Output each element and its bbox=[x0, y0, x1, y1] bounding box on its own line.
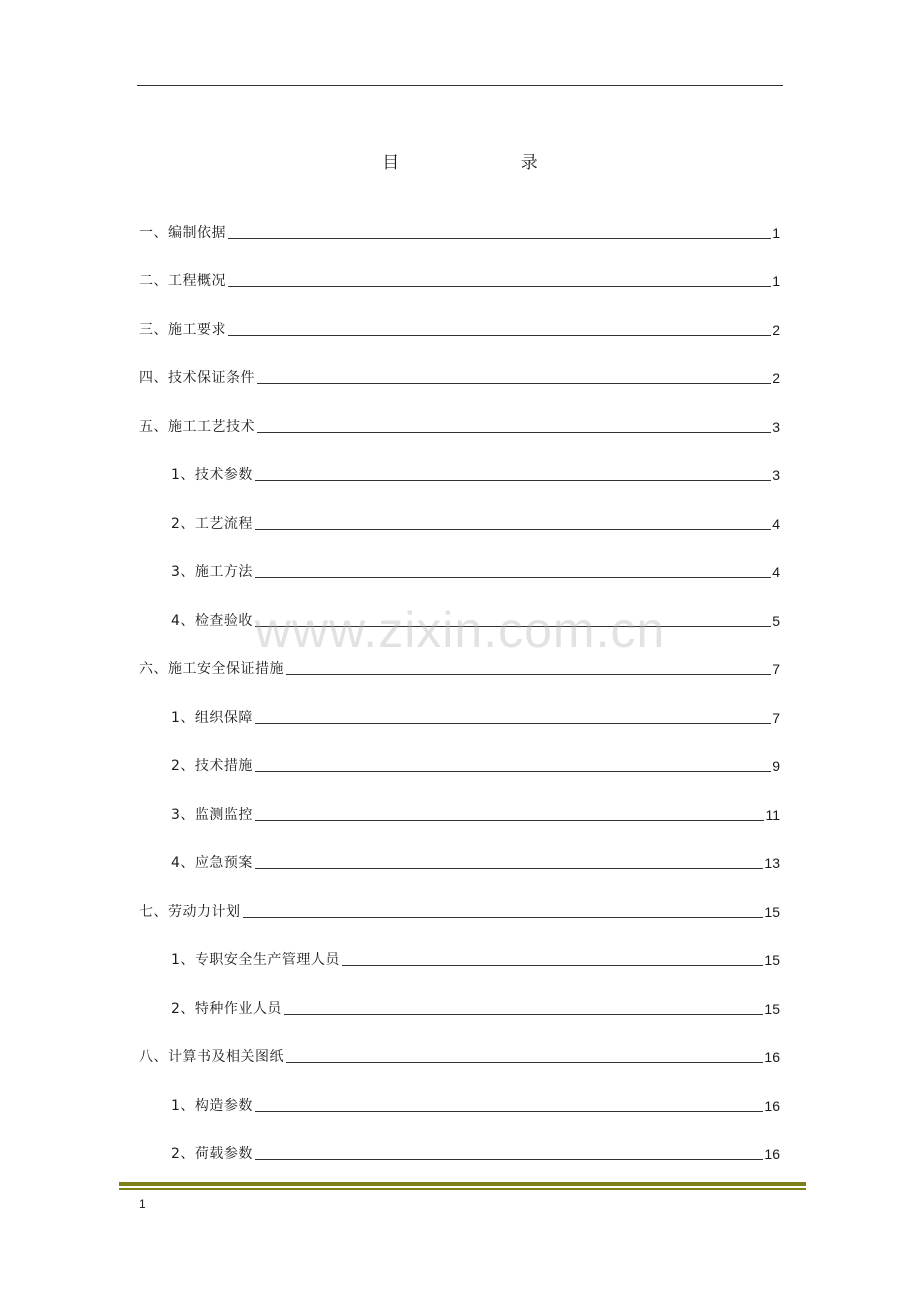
toc-entry-page: 7 bbox=[772, 710, 780, 726]
toc-entry[interactable] bbox=[171, 1141, 780, 1163]
toc-entry[interactable] bbox=[171, 996, 780, 1018]
toc-leader-line bbox=[255, 722, 771, 724]
toc-leader-line bbox=[255, 625, 771, 627]
toc-entry[interactable] bbox=[171, 850, 780, 872]
toc-entry[interactable] bbox=[139, 317, 780, 339]
toc-entry-page: 16 bbox=[764, 1049, 780, 1065]
toc-entry-page: 4 bbox=[772, 564, 780, 580]
toc-entry-label: 1、技术参数 bbox=[171, 467, 253, 483]
toc-entry-page: 5 bbox=[772, 613, 780, 629]
toc-leader-line bbox=[228, 285, 771, 287]
toc-entry-label: 3、监测监控 bbox=[171, 807, 253, 823]
toc-entry[interactable] bbox=[139, 365, 780, 387]
toc-entry-label: 一、编制依据 bbox=[139, 225, 226, 241]
toc-entry[interactable] bbox=[171, 462, 780, 484]
toc-leader-line bbox=[228, 237, 771, 239]
toc-leader-line bbox=[243, 916, 764, 918]
toc-leader-line bbox=[255, 528, 771, 530]
toc-entry[interactable] bbox=[171, 559, 780, 581]
toc-leader-line bbox=[255, 819, 765, 821]
toc-leader-line bbox=[255, 479, 771, 481]
toc-leader-line bbox=[284, 1013, 764, 1015]
toc-entry-label: 2、特种作业人员 bbox=[171, 1001, 282, 1017]
toc-entry-page: 7 bbox=[772, 661, 780, 677]
toc-entry[interactable] bbox=[139, 220, 780, 242]
toc-entry[interactable] bbox=[171, 753, 780, 775]
toc-leader-line bbox=[257, 382, 771, 384]
toc-entry[interactable] bbox=[139, 1044, 780, 1066]
toc-entry-label: 五、施工工艺技术 bbox=[139, 419, 255, 435]
toc-entry[interactable] bbox=[171, 802, 780, 824]
toc-entry-page: 11 bbox=[765, 807, 780, 823]
toc-leader-line bbox=[255, 770, 771, 772]
toc-entry[interactable] bbox=[171, 1093, 780, 1115]
toc-entry-label: 八、计算书及相关图纸 bbox=[139, 1049, 284, 1065]
toc-leader-line bbox=[342, 964, 764, 966]
toc-entry-page: 3 bbox=[772, 419, 780, 435]
toc-entry-label: 2、荷载参数 bbox=[171, 1146, 253, 1162]
footer-rule-thin bbox=[119, 1188, 806, 1190]
toc-leader-line bbox=[257, 431, 771, 433]
toc-leader-line bbox=[286, 1061, 763, 1063]
toc-title: 目 录 bbox=[382, 153, 596, 173]
footer-rule-thick bbox=[119, 1182, 806, 1186]
toc-entry[interactable] bbox=[139, 656, 780, 678]
toc-entry[interactable] bbox=[171, 705, 780, 727]
toc-leader-line bbox=[255, 576, 771, 578]
toc-entry-label: 七、劳动力计划 bbox=[139, 904, 241, 920]
toc-leader-line bbox=[255, 867, 764, 869]
toc-entry-label: 4、应急预案 bbox=[171, 855, 253, 871]
toc-leader-line bbox=[286, 673, 771, 675]
toc-entry-page: 9 bbox=[772, 758, 780, 774]
toc-entry-page: 1 bbox=[772, 225, 780, 241]
toc-entry-page: 4 bbox=[772, 516, 780, 532]
toc-entry-page: 3 bbox=[772, 467, 780, 483]
toc-entry-label: 3、施工方法 bbox=[171, 564, 253, 580]
toc-entry-label: 四、技术保证条件 bbox=[139, 370, 255, 386]
toc-entry-label: 2、工艺流程 bbox=[171, 516, 253, 532]
toc-entry-page: 1 bbox=[772, 273, 780, 289]
toc-entry-label: 4、检查验收 bbox=[171, 613, 253, 629]
toc-entry[interactable] bbox=[139, 899, 780, 921]
toc-entry-page: 2 bbox=[772, 322, 780, 338]
toc-entry-label: 1、专职安全生产管理人员 bbox=[171, 952, 340, 968]
toc-entry[interactable] bbox=[139, 268, 780, 290]
toc-leader-line bbox=[228, 334, 771, 336]
toc-entry-page: 15 bbox=[764, 952, 780, 968]
toc-entry[interactable] bbox=[171, 511, 780, 533]
toc-entry-page: 15 bbox=[764, 1001, 780, 1017]
toc-entry-page: 16 bbox=[764, 1098, 780, 1114]
toc-entry-label: 1、组织保障 bbox=[171, 710, 253, 726]
toc-entry[interactable] bbox=[139, 414, 780, 436]
toc-entry-label: 二、工程概况 bbox=[139, 273, 226, 289]
watermark: www.zixin.com.cn bbox=[254, 602, 666, 658]
toc-entry-page: 16 bbox=[764, 1146, 780, 1162]
toc-entry[interactable] bbox=[171, 947, 780, 969]
toc-entry-label: 2、技术措施 bbox=[171, 758, 253, 774]
toc-entry[interactable] bbox=[171, 608, 780, 630]
toc-entry-label: 六、施工安全保证措施 bbox=[139, 661, 284, 677]
toc-entry-page: 15 bbox=[764, 904, 780, 920]
toc-entry-page: 13 bbox=[764, 855, 780, 871]
toc-entry-label: 1、构造参数 bbox=[171, 1098, 253, 1114]
toc-leader-line bbox=[255, 1110, 764, 1112]
toc-entry-page: 2 bbox=[772, 370, 780, 386]
toc-leader-line bbox=[255, 1158, 764, 1160]
page-number: 1 bbox=[139, 1197, 146, 1211]
toc-entry-label: 三、施工要求 bbox=[139, 322, 226, 338]
